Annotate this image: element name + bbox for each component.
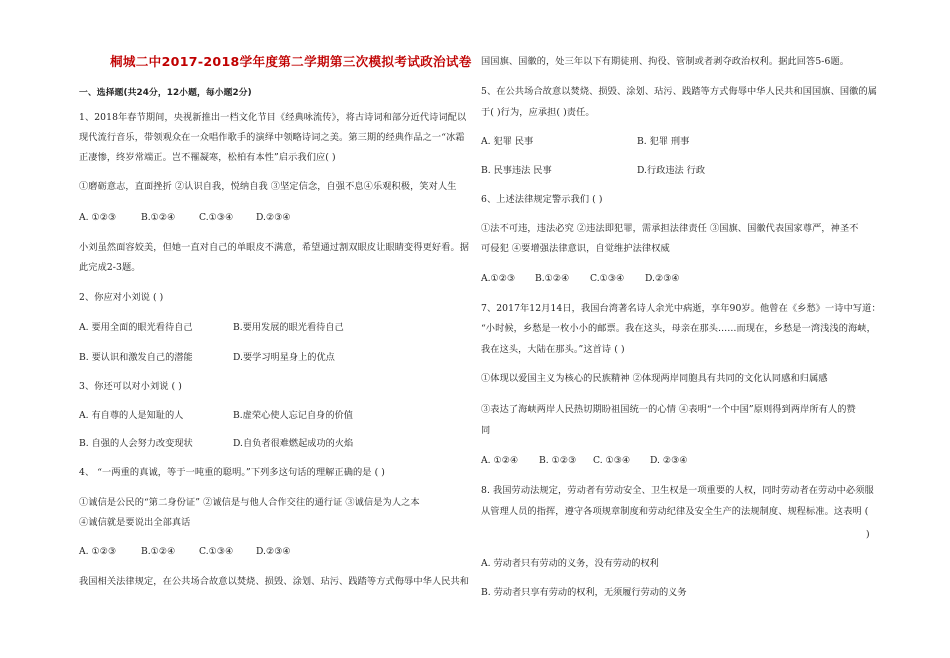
q6-line-2: 可侵犯 ④要增强法律意识，自觉维护法律权威: [481, 243, 670, 254]
q3-option-b[interactable]: B.虚荣心使人忘记自身的价值: [233, 410, 353, 421]
q5-line-2: 于( )行为，应承担( )责任。: [481, 107, 595, 118]
q7-line-1: 7、2017年12月14日，我国台湾著名诗人余光中病逝，享年90岁。他曾在《乡愁》一诗中写道：: [481, 303, 881, 314]
q5-option-c[interactable]: B. 民事违法 民事: [481, 165, 552, 176]
q2-option-a[interactable]: A. 要用全面的眼光看待自己: [79, 322, 193, 333]
q7-option-c[interactable]: C. ①③④: [593, 455, 631, 466]
q8-line-3: ): [866, 529, 870, 540]
q7-line-3: 我在这头，大陆在那头。”这首诗 ( ): [481, 344, 625, 355]
q7-option-d[interactable]: D. ②③④: [650, 455, 688, 466]
q3-stem: 3、你还可以对小刘说 ( ): [79, 381, 182, 392]
q4-line-1: ①诚信是公民的“第二身份证” ②诚信是与他人合作交往的通行证 ③诚信是为人之本: [79, 497, 420, 508]
q4-option-b[interactable]: B.①②④: [141, 546, 176, 557]
q1-line-4: ①磨砺意志，直面挫折 ②认识自我，悦纳自我 ③坚定信念，自强不息④乐观积极，笑对人生: [79, 181, 457, 192]
q7-line-5: ③表达了海峡两岸人民热切期盼祖国统一的心情 ④表明“一个中国”原则得到两岸所有人的赞: [481, 404, 856, 415]
q5-option-d[interactable]: D.行政违法 行政: [637, 165, 706, 176]
q3-option-a[interactable]: A. 有自尊的人是知耻的人: [79, 410, 184, 421]
q5-line-1: 5、在公共场合故意以焚烧、损毁、涂划、玷污、践踏等方式侮辱中华人民共和国国旗、国徽的属: [481, 86, 878, 97]
q7-line-6: 同: [481, 425, 491, 436]
q4-option-c[interactable]: C.①③④: [199, 546, 234, 557]
q8-option-b[interactable]: B. 劳动者只享有劳动的权利，无须履行劳动的义务: [481, 587, 687, 598]
q3-option-d[interactable]: D.自负者很难燃起成功的火焰: [233, 438, 354, 449]
page-title: 桐城二中2017-2018学年度第二学期第三次模拟考试政治试卷: [110, 54, 472, 69]
q2-option-b[interactable]: B.要用发展的眼光看待自己: [233, 322, 344, 333]
q4-option-a[interactable]: A. ①②③: [79, 546, 117, 557]
q7-line-2: “小时候，乡愁是一枚小小的邮票。我在这头，母亲在那头……而现在，乡愁是一湾浅浅的海峡，: [481, 323, 876, 334]
q2-stem: 2、你应对小刘说 ( ): [79, 292, 164, 303]
intro-5-6-line-1: 我国相关法律规定，在公共场合故意以焚烧、损毁、涂划、玷污、践踏等方式侮辱中华人民共和: [79, 576, 470, 587]
q1-line-1: 1、2018年春节期间，央视新推出一档文化节目《经典咏流传》，将古诗词和部分近代诗词配以: [79, 112, 467, 123]
q6-option-a[interactable]: A.①②③: [481, 273, 516, 284]
q2-option-d[interactable]: D.要学习明星身上的优点: [233, 352, 335, 363]
intro-5-6-line-2: 国国旗、国徽的，处三年以下有期徒刑、拘役、管制或者剥夺政治权利。据此回答5-6题。: [481, 56, 850, 67]
q1-line-3: 正凄惨，终岁常端正。岂不罹凝寒，松柏有本性”启示我们应( ): [79, 152, 336, 163]
q4-line-2: ④诚信就是要说出全部真话: [79, 517, 191, 528]
q1-option-d[interactable]: D.②③④: [256, 212, 291, 223]
q7-line-4: ①体现以爱国主义为核心的民族精神 ②体现两岸同胞具有共同的文化认同感和归属感: [481, 373, 828, 384]
q1-option-b[interactable]: B.①②④: [141, 212, 176, 223]
q6-line-1: ①法不可违，违法必究 ②违法即犯罪，需承担法律责任 ③国旗、国徽代表国家尊严，神圣不: [481, 223, 859, 234]
q4-option-d[interactable]: D.②③④: [256, 546, 291, 557]
q1-option-a[interactable]: A. ①②③: [79, 212, 117, 223]
q6-option-c[interactable]: C.①③④: [590, 273, 625, 284]
section-heading: 一、选择题(共24分，12小题，每小题2分): [79, 88, 252, 98]
q7-option-a[interactable]: A. ①②④: [481, 455, 519, 466]
q1-line-2: 现代流行音乐，带领观众在一众唱作歌手的演绎中领略诗词之美。第三期的经典作品之一“冰霜: [79, 132, 465, 143]
q1-option-c[interactable]: C.①③④: [199, 212, 234, 223]
q6-stem: 6、上述法律规定警示我们 ( ): [481, 194, 603, 205]
intro-2-3-line-2: 此完成2-3题。: [79, 262, 141, 273]
q7-option-b[interactable]: B. ①②③: [539, 455, 577, 466]
q5-option-b[interactable]: B. 犯罪 刑事: [637, 136, 690, 147]
q2-option-c[interactable]: B. 要认识和激发自己的潜能: [79, 352, 193, 363]
q4-stem: 4、 “一两重的真诚，等于一吨重的聪明。”下列多这句话的理解正确的是 ( ): [79, 467, 385, 478]
q8-line-1: 8. 我国劳动法规定，劳动者有劳动安全、卫生权是一项重要的人权，同时劳动者在劳动中必须服: [481, 485, 874, 496]
q6-option-d[interactable]: D.②③④: [645, 273, 680, 284]
q8-line-2: 从管理人员的指挥，遵守各项规章制度和劳动纪律及安全生产的法规制度、规程标准。这表明 (: [481, 506, 869, 517]
intro-2-3-line-1: 小刘虽然面容姣美，但她一直对自己的单眼皮不满意，希望通过割双眼皮让眼睛变得更好看。据: [79, 242, 470, 253]
q5-option-a[interactable]: A. 犯罪 民事: [481, 136, 534, 147]
q6-option-b[interactable]: B.①②④: [535, 273, 570, 284]
q8-option-a[interactable]: A. 劳动者只有劳动的义务，没有劳动的权利: [481, 558, 659, 569]
q3-option-c[interactable]: B. 自强的人会努力改变现状: [79, 438, 193, 449]
